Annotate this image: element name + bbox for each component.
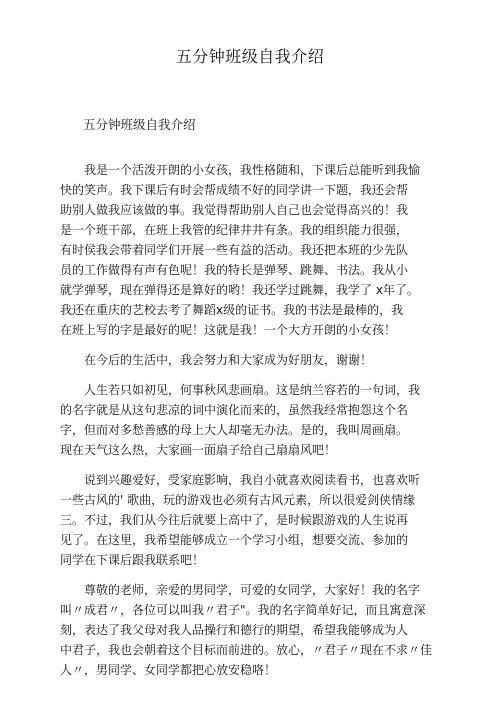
paragraph-line: 说到兴趣爱好，受家庭影响，我自小就喜欢阅读看书，也喜欢听: [84, 473, 421, 487]
paragraph-line: 助别人做我应该做的事。我觉得帮助别人自己也会觉得高兴的！我: [60, 203, 409, 217]
paragraph-line: 人生若只如初见，何事秋风悲画扇。这是纳兰容若的一句词，我: [84, 383, 421, 397]
paragraph-3: [60, 380, 444, 460]
paragraph-1: [60, 160, 444, 340]
paragraph-line: 有时侯我会带着同学们开展一些有益的活动。我还把本班的少先队: [60, 243, 409, 257]
paragraph-line: 尊敬的老师，亲爱的男同学，可爱的女同学，大家好！我的名字: [84, 583, 421, 597]
paragraph-line: 叫〃成君〃，各位可以叫我〃君子"。我的名字简单好记，而且寓意深: [60, 603, 426, 617]
paragraph-4: [60, 470, 444, 570]
paragraph-5: [60, 580, 444, 680]
paragraph-line: 在今后的生活中，我会努力和大家成为好朋友，谢谢！: [84, 353, 373, 367]
document-body: [60, 160, 444, 680]
paragraph-line: 中君子，我也会朝着这个目标而前进的。放心，〃君子〃现在不求〃佳: [60, 643, 433, 657]
paragraph-line: 现在天气这么热，大家画一面扇子给自己扇扇风吧！: [60, 443, 337, 457]
document-title: 五分钟班级自我介绍: [175, 47, 325, 66]
document-subtitle: 五分钟班级自我介绍: [83, 117, 196, 132]
paragraph-line: 我还在重庆的艺校去考了舞蹈x级的证书。我的书法是最棒的，我: [60, 303, 404, 317]
paragraph-line: 人〃，男同学、女同学都把心放安稳咯！: [60, 663, 277, 677]
paragraph-line: 见了。在这里，我希望能够成立一个学习小组，想要交流、参加的: [60, 533, 409, 547]
paragraph-line: 员的工作做得有声有色呢！我的特长是弹琴、跳舞、书法。我从小: [60, 263, 409, 277]
paragraph-line: 的名字就是从这句悲凉的词中演化而来的，虽然我经常抱怨这个名: [60, 403, 409, 417]
paragraph-line: 快的笑声。我下课后有时会帮成绩不好的同学讲一下题，我还会帮: [60, 183, 409, 197]
paragraph-2: [60, 350, 444, 370]
paragraph-line: 在班上写的字是最好的呢！这就是我！一个大方开朗的小女孩！: [60, 323, 397, 337]
paragraph-line: 一些古风的' 歌曲，玩的游戏也必须有古风元素，所以很爱剑侠情缘: [60, 493, 416, 507]
paragraph-line: 刻，表达了我父母对我人品操行和德行的期望，希望我能够成为人: [60, 623, 409, 637]
paragraph-line: 同学在下课后跟我联系吧！: [60, 553, 205, 567]
paragraph-line: 我是一个活泼开朗的小女孩，我性格随和，下课后总能听到我愉: [84, 163, 421, 177]
paragraph-line: 字，但而对多愁善感的母上大人却毫无办法。是的，我叫周画扇。: [60, 423, 409, 437]
paragraph-line: 就学弹琴，现在弹得还是算好的哟！我还学过跳舞，我学了 x年了。: [60, 283, 419, 297]
paragraph-line: 是一个班干部，在班上我管的纪律井井有条。我的组织能力很强，: [60, 223, 409, 237]
paragraph-line: 三。不过，我们从今往后就要上高中了，是时候跟游戏的人生说再: [60, 513, 409, 527]
